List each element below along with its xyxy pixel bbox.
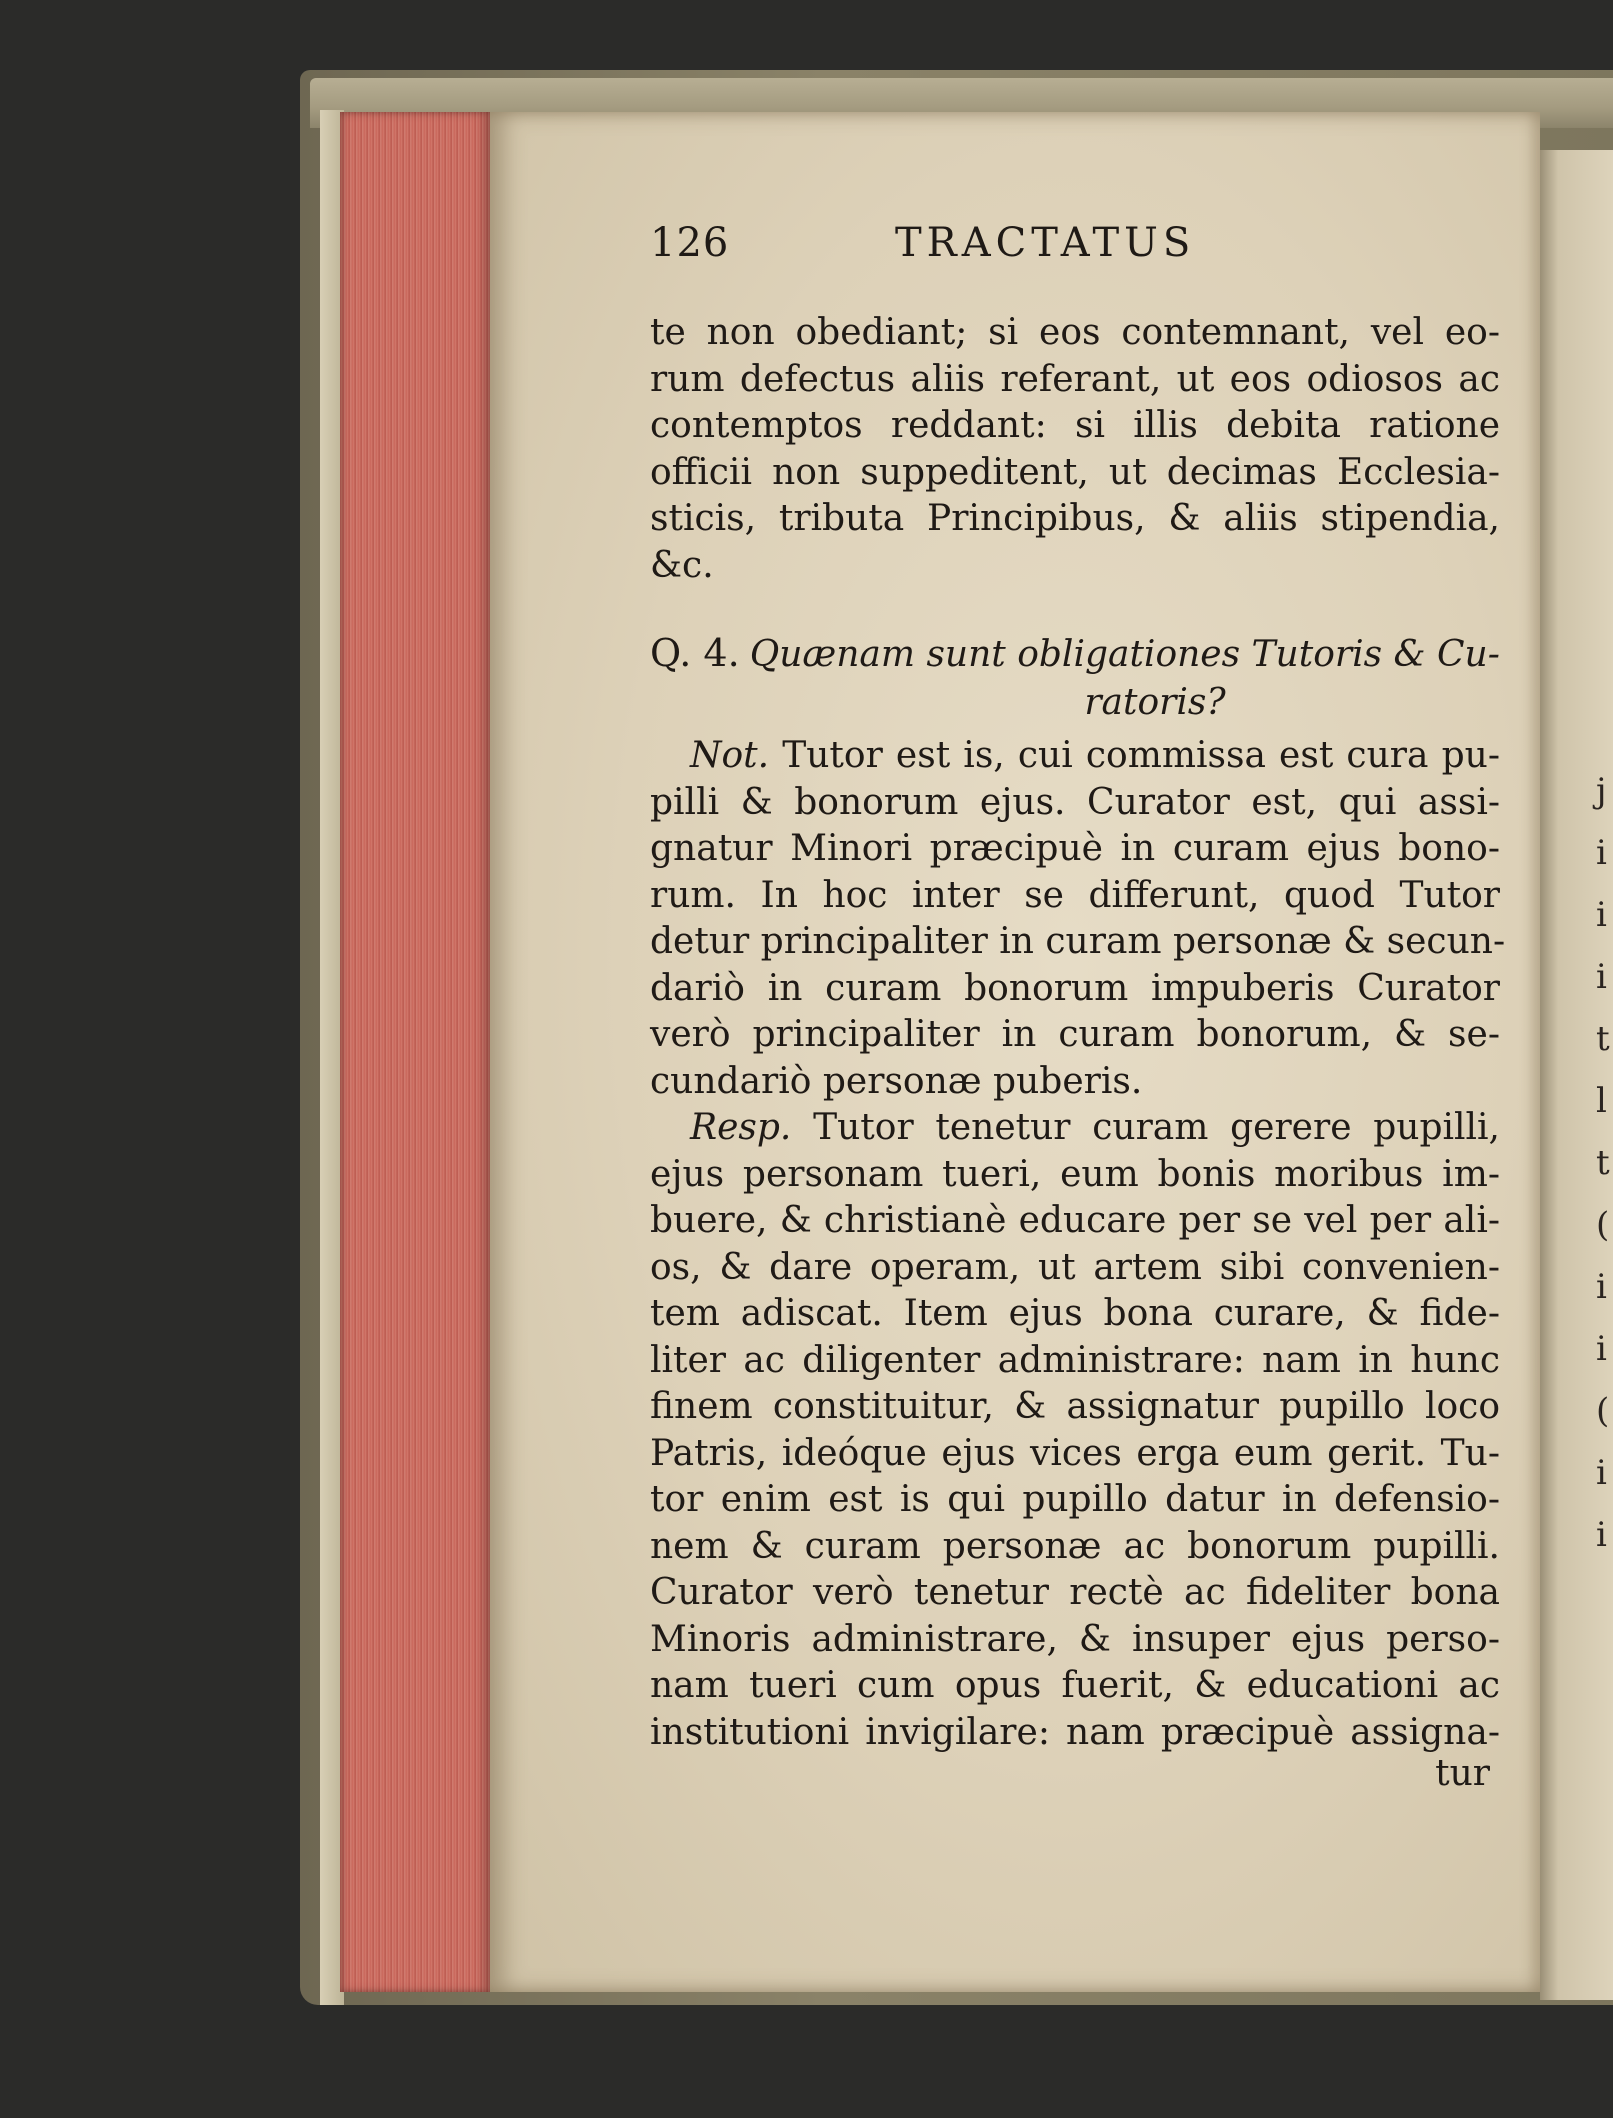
text-line: officii non suppeditent, ut decimas Ecclesia- [650,451,1500,493]
red-page-edges [340,112,490,1992]
text-line: dariò in curam bonorum impuberis Curator [650,967,1500,1009]
running-title: TRACTATUS [895,220,1196,266]
text-line: gnatur Minori præcipuè in curam ejus bono- [650,828,1500,869]
text-line: cundariò personæ puberis. [650,1060,1143,1102]
text-line [650,1105,1500,1152]
question-text-line: Quænam sunt obligationes Tutoris & Cu- [749,634,1500,675]
text-line: tem adiscat. Item ejus bona curare, & fide- [650,1293,1500,1334]
right-page-glyph: i [1596,1329,1607,1369]
page-header [650,220,1500,290]
text-line: finem constituitur, & assignatur pupillo loco [650,1386,1500,1427]
text-line [650,733,1500,780]
response-lead: Resp. [690,1107,792,1148]
catchword: tur [1435,1753,1490,1794]
text-line: Patris, ideóque ejus vices erga eum gerit. Tu- [650,1432,1500,1474]
right-page-glyph: t [1596,1019,1610,1059]
text-line: buere, & christianè educare per se vel per ali- [650,1200,1500,1241]
question-text-line: ratoris? [1084,682,1226,723]
right-page-glyph: i [1596,1453,1607,1493]
right-page-glyph: i [1596,833,1607,873]
text-line: rum. In hoc inter se differunt, quod Tutor [650,874,1500,916]
note-paragraph [650,733,1506,1105]
right-page-glyph: l [1596,1081,1607,1121]
right-page-text-fragments [1596,760,1613,1760]
text-line: contemptos reddant: si illis debita ratione [650,405,1500,446]
text-line: rum defectus aliis referant, ut eos odiosos ac [650,358,1500,400]
text-line: ejus personam tueri, eum bonis moribus im- [650,1153,1500,1195]
text-line: pilli & bonorum ejus. Curator est, qui assi- [650,781,1500,823]
text-line: liter ac diligenter administrare: nam in hunc [650,1339,1500,1381]
note-lead: Not. [690,735,770,776]
text-line: institutioni invigilare: nam præcipuè assigna- [650,1711,1500,1753]
response-paragraph [650,1105,1500,1756]
text-line: Curator verò tenetur rectè ac fideliter bona [650,1572,1500,1613]
right-page-glyph: i [1596,895,1607,935]
page-text [650,220,1506,1796]
text-line: nem & curam personæ ac bonorum pupilli. [650,1525,1500,1567]
right-page-glyph: i [1596,1267,1607,1307]
right-page-glyph: j [1596,771,1607,811]
right-page-glyph: ( [1596,1205,1610,1245]
paragraph-continuation [650,310,1500,589]
question-number: Q. 4. [650,631,740,675]
right-page-glyph: t [1596,1143,1610,1183]
text-line: os, & dare operam, ut artem sibi convenien- [650,1246,1500,1288]
page-number: 126 [650,220,730,266]
question-heading [650,629,1500,727]
text-line: detur principaliter in curam personæ & secun- [650,921,1506,962]
text-line: nam tueri cum opus fuerit, & educationi ac [650,1665,1500,1706]
right-page-glyph: i [1596,957,1607,997]
text-line: Minoris administrare, & insuper ejus perso- [650,1618,1500,1660]
response-first-line: Tutor tenetur curam gerere pupilli, [813,1107,1500,1148]
text-line: sticis, tributa Principibus, & aliis stipendia, [650,498,1500,539]
text-line: verò principaliter in curam bonorum, & se- [650,1014,1500,1055]
right-page-glyph: ( [1596,1391,1610,1431]
text-line: te non obediant; si eos contemnant, vel eo- [650,312,1500,353]
right-page-glyph: i [1596,1515,1607,1555]
text-line: tor enim est is qui pupillo datur in defensio- [650,1479,1500,1520]
text-line: &c. [650,544,714,586]
note-first-line: Tutor est is, cui commissa est cura pu- [782,735,1500,776]
